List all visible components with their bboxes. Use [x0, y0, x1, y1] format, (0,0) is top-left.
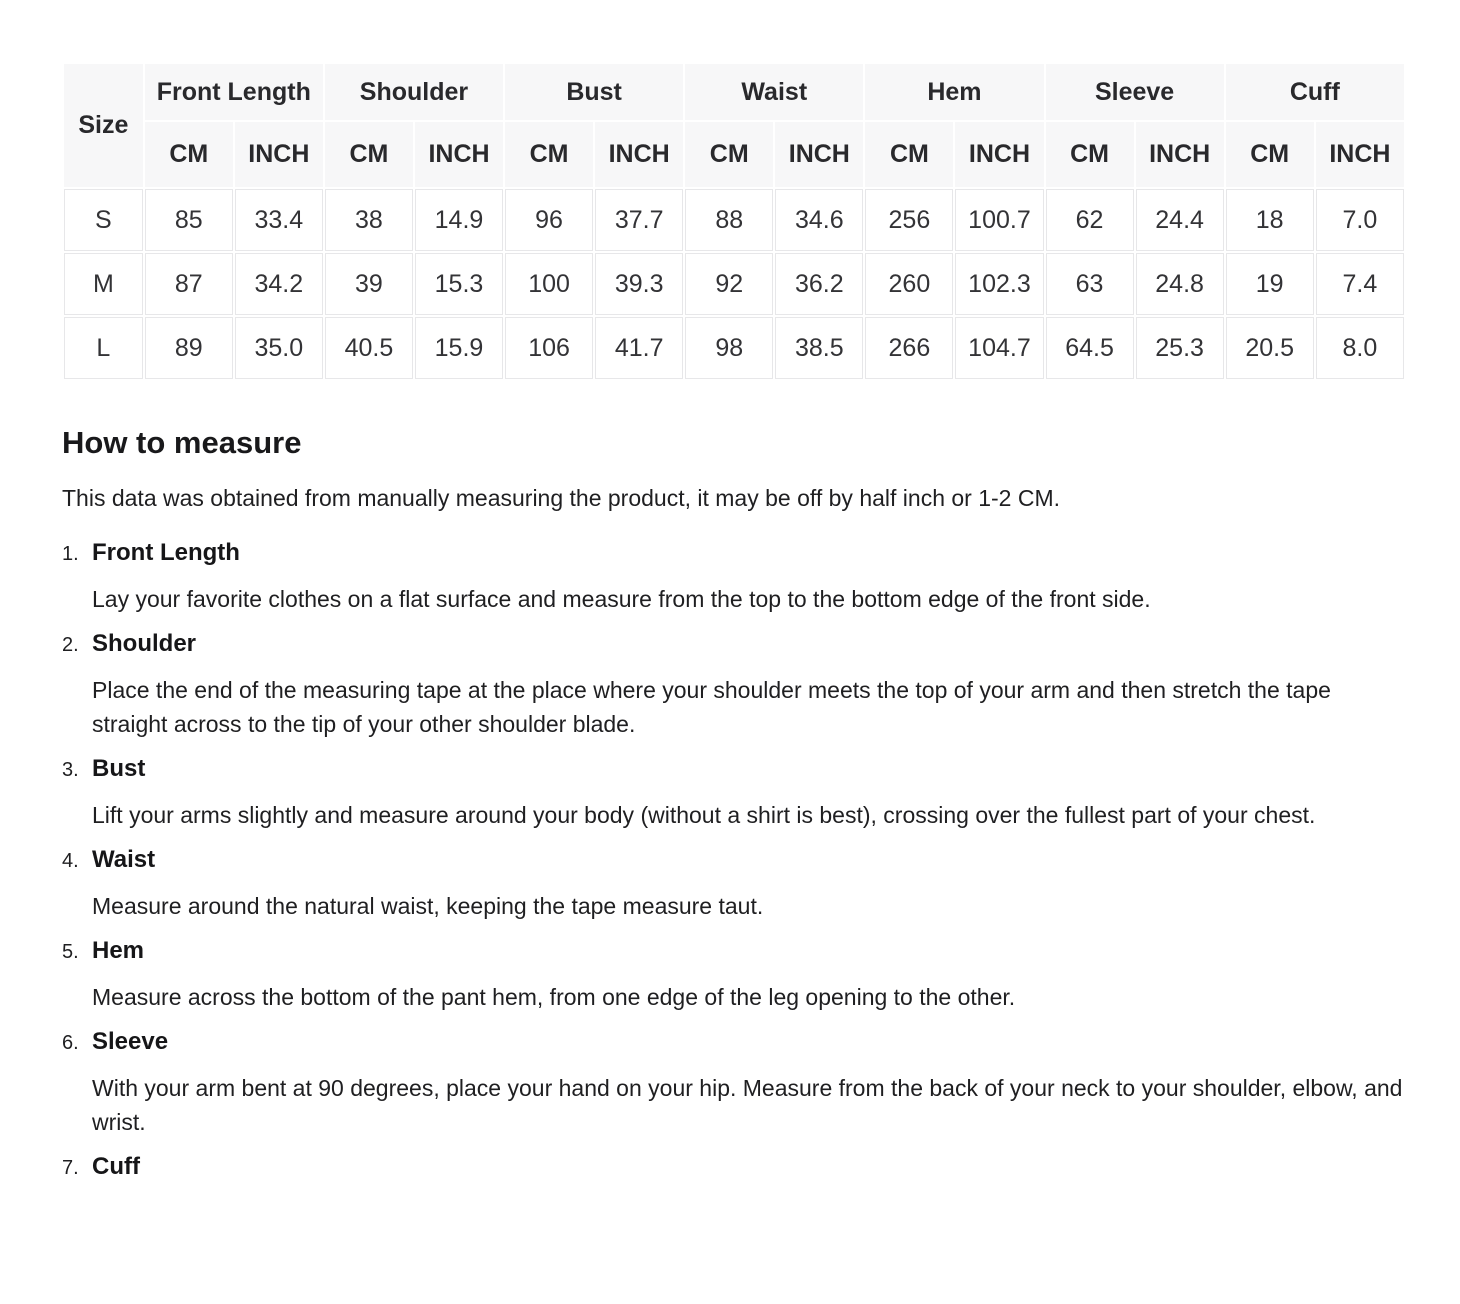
- column-group-header-shoulder: Shoulder: [325, 64, 503, 120]
- unit-header-inch: INCH: [955, 122, 1043, 187]
- measurement-cell: 266: [865, 317, 953, 379]
- measurement-cell: 98: [685, 317, 773, 379]
- measurement-cell: 100.7: [955, 189, 1043, 251]
- table-row-size-m: [64, 253, 1404, 315]
- measurement-cell: 89: [145, 317, 233, 379]
- step-heading: [62, 536, 1406, 571]
- measurement-cell: 34.6: [775, 189, 863, 251]
- unit-header-cm: CM: [685, 122, 773, 187]
- size-chart-table: [62, 62, 1406, 381]
- how-to-measure-heading: How to measure: [62, 425, 302, 460]
- step-description: Lay your favorite clothes on a flat surface and measure from the top to the bottom edge of the front side.: [92, 586, 1151, 612]
- measurement-cell: 24.8: [1136, 253, 1224, 315]
- unit-header-cm: CM: [1226, 122, 1314, 187]
- measure-steps-list: [62, 536, 1406, 1185]
- step-description: Place the end of the measuring tape at the place where your shoulder meets the top of your arm and then stretch the tape straight across to the tip of your other shoulder blade.: [92, 677, 1331, 737]
- measurement-cell: 88: [685, 189, 773, 251]
- step-term: Sleeve: [92, 1028, 169, 1055]
- measurement-cell: 256: [865, 189, 953, 251]
- column-group-header-bust: Bust: [505, 64, 683, 120]
- step-term: Shoulder: [92, 630, 197, 657]
- size-value-cell: L: [64, 317, 143, 379]
- measurement-cell: 15.9: [415, 317, 503, 379]
- measurement-cell: 7.4: [1316, 253, 1404, 315]
- column-group-header-cuff: Cuff: [1226, 64, 1404, 120]
- size-value-cell: M: [64, 253, 143, 315]
- measurement-cell: 96: [505, 189, 593, 251]
- unit-header-cm: CM: [1046, 122, 1134, 187]
- table-group-header-row: [64, 64, 1404, 120]
- table-unit-header-row: [64, 122, 1404, 187]
- step-heading: [62, 627, 1406, 662]
- unit-header-inch: INCH: [1316, 122, 1404, 187]
- step-description: Measure around the natural waist, keeping the tape measure taut.: [92, 893, 764, 919]
- step-term: Waist: [92, 846, 156, 873]
- step-term: Hem: [92, 937, 145, 964]
- measurement-cell: 25.3: [1136, 317, 1224, 379]
- measurement-cell: 24.4: [1136, 189, 1224, 251]
- measurement-cell: 104.7: [955, 317, 1043, 379]
- measurement-cell: 15.3: [415, 253, 503, 315]
- step-description: With your arm bent at 90 degrees, place your hand on your hip. Measure from the back of your neck to your shoulder, elbow, and wrist.: [92, 1075, 1403, 1135]
- measure-step-waist: [62, 843, 1406, 923]
- measurement-cell: 41.7: [595, 317, 683, 379]
- unit-header-inch: INCH: [775, 122, 863, 187]
- unit-header-inch: INCH: [415, 122, 503, 187]
- size-column-header: Size: [64, 64, 143, 187]
- step-number: 3.: [62, 759, 79, 781]
- unit-header-cm: CM: [865, 122, 953, 187]
- unit-header-inch: INCH: [1136, 122, 1224, 187]
- step-heading: [62, 843, 1406, 878]
- measurement-cell: 37.7: [595, 189, 683, 251]
- measure-step-sleeve: [62, 1025, 1406, 1139]
- step-term: Front Length: [92, 539, 240, 566]
- measurement-cell: 33.4: [235, 189, 323, 251]
- table-row-size-s: [64, 189, 1404, 251]
- measurement-cell: 19: [1226, 253, 1314, 315]
- step-number: 2.: [62, 634, 79, 656]
- step-description: Lift your arms slightly and measure around your body (without a shirt is best), crossing over the fullest part of your chest.: [92, 802, 1316, 828]
- unit-header-inch: INCH: [595, 122, 683, 187]
- step-number: 1.: [62, 543, 79, 565]
- measurement-cell: 260: [865, 253, 953, 315]
- unit-header-inch: INCH: [235, 122, 323, 187]
- measurement-cell: 63: [1046, 253, 1134, 315]
- size-value-cell: S: [64, 189, 143, 251]
- column-group-header-hem: Hem: [865, 64, 1043, 120]
- measurement-cell: 34.2: [235, 253, 323, 315]
- step-number: 5.: [62, 941, 79, 963]
- measurement-cell: 38.5: [775, 317, 863, 379]
- unit-header-cm: CM: [325, 122, 413, 187]
- step-heading: [62, 1025, 1406, 1060]
- measure-step-bust: [62, 752, 1406, 832]
- measure-step-front-length: [62, 536, 1406, 616]
- measure-intro-text: This data was obtained from manually measuring the product, it may be off by half inch or 1-2 CM.: [62, 485, 1061, 511]
- column-group-header-front-length: Front Length: [145, 64, 323, 120]
- step-number: 7.: [62, 1157, 79, 1179]
- measurement-cell: 64.5: [1046, 317, 1134, 379]
- step-description: Measure across the bottom of the pant hem, from one edge of the leg opening to the other.: [92, 984, 1016, 1010]
- measurement-cell: 39: [325, 253, 413, 315]
- measurement-cell: 18: [1226, 189, 1314, 251]
- measurement-cell: 40.5: [325, 317, 413, 379]
- measurement-cell: 14.9: [415, 189, 503, 251]
- column-group-header-waist: Waist: [685, 64, 863, 120]
- measurement-cell: 62: [1046, 189, 1134, 251]
- step-heading: [62, 1150, 1406, 1185]
- unit-header-cm: CM: [145, 122, 233, 187]
- measurement-cell: 8.0: [1316, 317, 1404, 379]
- measurement-cell: 85: [145, 189, 233, 251]
- step-term: Cuff: [92, 1153, 140, 1180]
- measurement-cell: 102.3: [955, 253, 1043, 315]
- table-row-size-l: [64, 317, 1404, 379]
- unit-header-cm: CM: [505, 122, 593, 187]
- measurement-cell: 106: [505, 317, 593, 379]
- measurement-cell: 7.0: [1316, 189, 1404, 251]
- measure-step-cuff: [62, 1150, 1406, 1185]
- step-number: 6.: [62, 1032, 79, 1054]
- measurement-cell: 39.3: [595, 253, 683, 315]
- measure-step-hem: [62, 934, 1406, 1014]
- measurement-cell: 100: [505, 253, 593, 315]
- measurement-cell: 35.0: [235, 317, 323, 379]
- step-heading: [62, 752, 1406, 787]
- step-term: Bust: [92, 755, 146, 782]
- step-number: 4.: [62, 850, 79, 872]
- measurement-cell: 20.5: [1226, 317, 1314, 379]
- column-group-header-sleeve: Sleeve: [1046, 64, 1224, 120]
- measurement-cell: 92: [685, 253, 773, 315]
- measurement-cell: 36.2: [775, 253, 863, 315]
- measurement-cell: 38: [325, 189, 413, 251]
- measure-step-shoulder: [62, 627, 1406, 741]
- step-heading: [62, 934, 1406, 969]
- measurement-cell: 87: [145, 253, 233, 315]
